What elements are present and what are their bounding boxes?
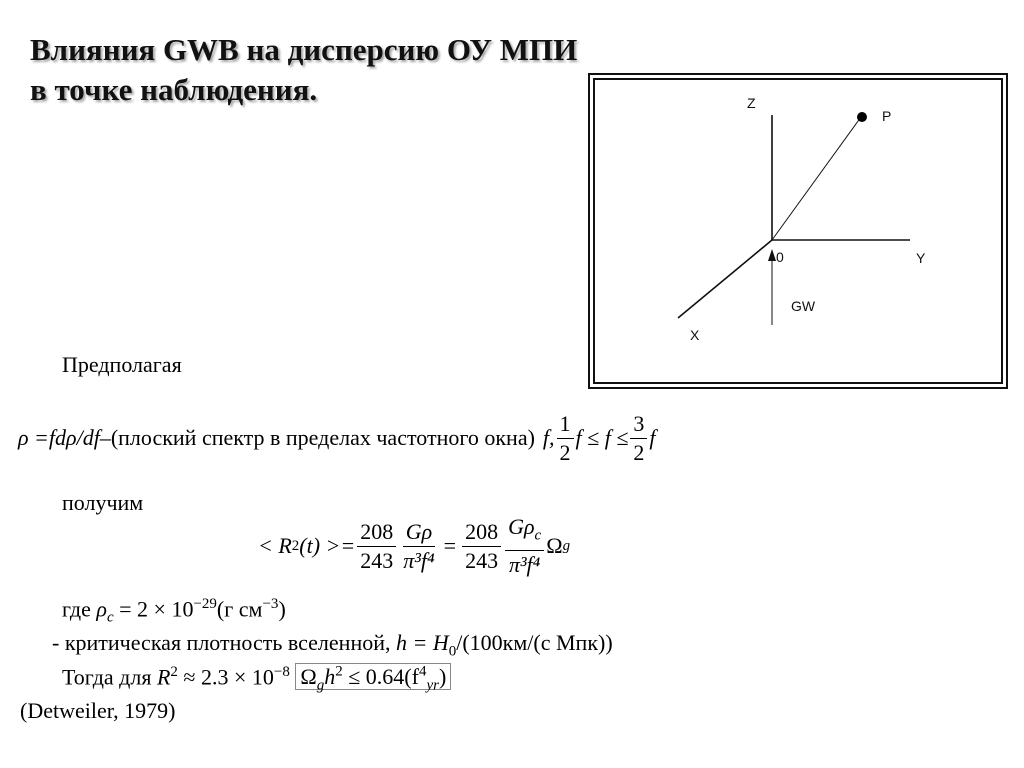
we-get-text: получим (62, 490, 144, 515)
omega-sub: g (562, 537, 571, 554)
fraction-208-243-b (462, 518, 501, 575)
h-sub: 0 (448, 643, 457, 660)
grhoc-sub: c (534, 527, 542, 544)
equals: = (443, 533, 457, 558)
fraction-208-243 (357, 518, 396, 575)
where-line (62, 596, 286, 627)
num-208: 208 (357, 518, 396, 547)
den-pi3f4: π³f⁴ (403, 547, 435, 573)
r2-arg: (t) >= (299, 533, 356, 558)
approx-exp: −8 (273, 664, 290, 680)
point-p (857, 112, 867, 122)
omega: Ω (546, 533, 563, 558)
critical-line (52, 630, 613, 660)
x-axis (678, 240, 772, 318)
boxed-f-sup: 4 (418, 664, 427, 680)
boxed-omega-sub: g (316, 677, 325, 694)
where-text: где (62, 596, 91, 622)
den-243: 243 (360, 547, 394, 573)
boxed-f-sub: yr (426, 677, 439, 694)
fraction-three-den: 2 (633, 439, 645, 465)
fraction-three-halves (630, 410, 647, 467)
rho-prefix: ρ = (18, 425, 49, 450)
f-symbol: f, (542, 425, 555, 450)
p-label: P (882, 108, 892, 124)
op-line (772, 117, 861, 240)
z-label: Z (747, 95, 756, 111)
then-text: Тогда для (62, 664, 157, 690)
approx-value: ≈ 2.3 × 10 (177, 664, 274, 690)
gw-label: GW (791, 298, 816, 314)
fraction-half-den: 2 (559, 439, 571, 465)
rhoc-unit-exp: −3 (262, 596, 279, 612)
rhoc-unit: (г см (216, 596, 263, 622)
fraction-half-num: 1 (557, 410, 574, 439)
num-grhoc (505, 513, 544, 550)
num-grho: Gρ (403, 518, 435, 547)
boxed-h-exp: 2 (335, 664, 343, 680)
origin-label: 0 (776, 249, 784, 265)
rhoc-exp: −29 (193, 596, 217, 612)
citation: (Detweiler, 1979) (20, 698, 176, 723)
dash: – (99, 425, 111, 450)
r2-sup: 2 (170, 664, 178, 680)
assuming-text: Предполагая (62, 352, 182, 377)
rhoc-value: = 2 × 10 (113, 596, 194, 622)
rhoc: ρ (96, 596, 107, 622)
critical-text: - критическая плотность вселенной, (52, 630, 396, 655)
grhoc-text: Gρ (508, 514, 535, 540)
y-label: Y (916, 250, 926, 266)
boxed-rest: ≤ 0.64(f (342, 664, 419, 690)
diagram-svg (590, 75, 1010, 391)
den-243-b: 243 (465, 547, 499, 573)
flat-spectrum-text: (плоский спектр в пределах частотного окна) (110, 425, 535, 450)
fraction-grho (400, 518, 437, 575)
title-line-2: в точке наблюдения. (30, 72, 318, 107)
then-line (62, 664, 451, 695)
f-end: f (649, 425, 656, 450)
den-pi3f4-b: π³f⁴ (508, 551, 541, 577)
x-label: X (690, 327, 700, 343)
spectrum-formula (18, 408, 656, 468)
coordinate-diagram (588, 73, 1008, 389)
r2-exp: 2 (291, 537, 300, 554)
fraction-half (557, 410, 574, 467)
r2: R (156, 664, 171, 690)
boxed-close: ) (438, 664, 447, 690)
fraction-grhoc (505, 513, 544, 578)
rhoc-sub: c (106, 609, 114, 626)
rhoc-unit-end: ) (278, 596, 286, 622)
gw-arrow-head (768, 249, 776, 261)
dispersion-formula (258, 514, 570, 578)
h-def: h = H (396, 630, 449, 655)
result-box (295, 663, 451, 694)
leq-chain: f ≤ f ≤ (575, 425, 629, 450)
fraction-three-num: 3 (630, 410, 647, 439)
boxed-h: h (324, 664, 336, 690)
h-rest: /(100км/(с Мпк)) (456, 630, 613, 655)
rho-expression: fdρ/df (48, 425, 100, 450)
boxed-omega: Ω (300, 664, 317, 690)
title-line-1: Влияния GWB на дисперсию ОУ МПИ (30, 32, 578, 67)
r2-lhs: < R (258, 533, 292, 558)
num-208-b: 208 (462, 518, 501, 547)
